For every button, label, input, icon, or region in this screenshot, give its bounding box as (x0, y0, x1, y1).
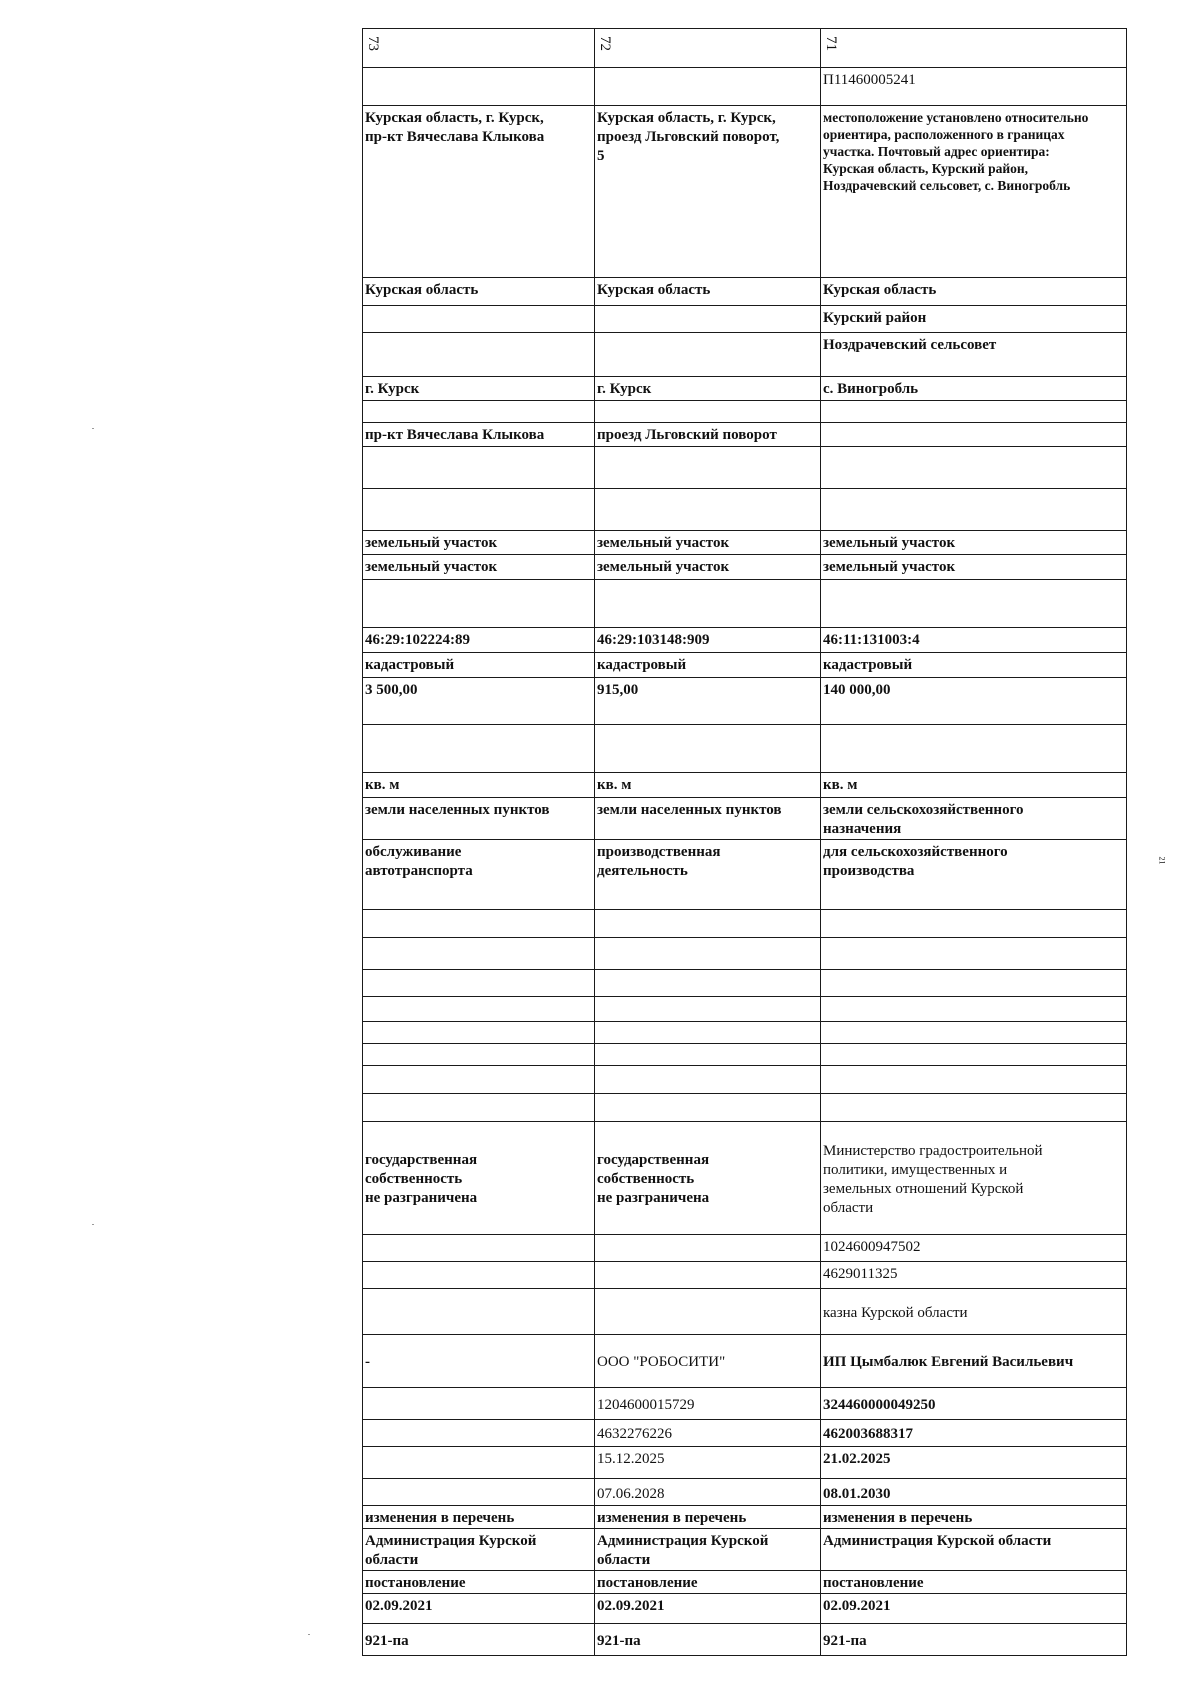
table-cell: 462003688317 (821, 1420, 1127, 1447)
table-cell: обслуживание автотранспорта (363, 840, 595, 910)
scan-speck (308, 1634, 310, 1635)
table-cell: 02.09.2021 (363, 1594, 595, 1624)
table-cell: кв. м (821, 773, 1127, 798)
table-cell: постановление (595, 1571, 821, 1594)
table-cell (595, 333, 821, 377)
table-row (363, 628, 1127, 653)
table-cell (821, 401, 1127, 423)
table-row (363, 401, 1127, 423)
table-row (363, 1388, 1127, 1420)
table-row (363, 1122, 1127, 1235)
table-cell: Администрация Курской области (595, 1529, 821, 1571)
table-cell (363, 910, 595, 938)
table-cell: кадастровый (821, 653, 1127, 678)
table-row (363, 653, 1127, 678)
table-cell: 1204600015729 (595, 1388, 821, 1420)
table-cell: земельный участок (363, 531, 595, 555)
table-cell (595, 447, 821, 489)
table-cell: постановление (821, 1571, 1127, 1594)
table-cell: Министерство градостроительной политики, имущественных и земельных отношений Курской области (821, 1122, 1127, 1235)
table-row (363, 1506, 1127, 1529)
table-cell: Курская область (363, 278, 595, 306)
table-row (363, 423, 1127, 447)
table-cell: земли населенных пунктов (595, 798, 821, 840)
table-cell: 46:11:131003:4 (821, 628, 1127, 653)
scan-speck (92, 428, 94, 429)
table-cell (363, 489, 595, 531)
table-cell (363, 1262, 595, 1289)
table-cell: земельный участок (363, 555, 595, 580)
table-cell: постановление (363, 1571, 595, 1594)
table-row (363, 106, 1127, 278)
table-cell (595, 1066, 821, 1094)
table-cell (595, 306, 821, 333)
table-cell: Ноздрачевский сельсовет (821, 333, 1127, 377)
table-cell: 324460000049250 (821, 1388, 1127, 1420)
table-cell (595, 580, 821, 628)
table-row (363, 840, 1127, 910)
table-cell (595, 489, 821, 531)
column-number-row (363, 29, 1127, 68)
table-cell (363, 1447, 595, 1479)
table-cell: земли населенных пунктов (363, 798, 595, 840)
page-number: 21 (1157, 856, 1167, 865)
table-cell: Администрация Курской области (363, 1529, 595, 1571)
table-cell: Курская область (821, 278, 1127, 306)
table-cell (363, 997, 595, 1022)
table-cell (595, 1235, 821, 1262)
table-cell: ИП Цымбалюк Евгений Васильевич (821, 1335, 1127, 1388)
table-cell: для сельскохозяйственного производства (821, 840, 1127, 910)
table-cell (821, 997, 1127, 1022)
table-cell: земельный участок (595, 555, 821, 580)
table-cell (363, 1066, 595, 1094)
table-cell: земельный участок (595, 531, 821, 555)
table-row (363, 938, 1127, 970)
table-cell (595, 997, 821, 1022)
table-cell: 08.01.2030 (821, 1479, 1127, 1506)
scan-speck (92, 1224, 94, 1225)
table-cell (595, 1289, 821, 1335)
table-cell: 1024600947502 (821, 1235, 1127, 1262)
table-cell (595, 401, 821, 423)
table-cell: 921-па (363, 1624, 595, 1656)
table-cell: земельный участок (821, 555, 1127, 580)
table-cell: г. Курск (595, 377, 821, 401)
table-cell (595, 1044, 821, 1066)
table-row (363, 1624, 1127, 1656)
table-cell: пр-кт Вячеслава Клыкова (363, 423, 595, 447)
table-cell: 02.09.2021 (595, 1594, 821, 1624)
table-cell: изменения в перечень (363, 1506, 595, 1529)
table-cell (821, 1066, 1127, 1094)
table-cell (363, 447, 595, 489)
table-row (363, 447, 1127, 489)
table-cell: 46:29:102224:89 (363, 628, 595, 653)
table-row (363, 997, 1127, 1022)
table-row (363, 1262, 1127, 1289)
column-number: 71 (823, 36, 839, 51)
table-cell (363, 970, 595, 997)
table-cell (595, 910, 821, 938)
table-cell: 21.02.2025 (821, 1447, 1127, 1479)
table-cell: г. Курск (363, 377, 595, 401)
table-cell: Администрация Курской области (821, 1529, 1127, 1571)
table-row (363, 278, 1127, 306)
table-cell: 140 000,00 (821, 678, 1127, 725)
table-cell: государственная собственность не разграничена (595, 1122, 821, 1235)
table-cell: кв. м (595, 773, 821, 798)
table-row (363, 555, 1127, 580)
table-row (363, 68, 1127, 106)
table-row (363, 1594, 1127, 1624)
table-cell (363, 1235, 595, 1262)
table-cell: 15.12.2025 (595, 1447, 821, 1479)
table-cell (363, 1094, 595, 1122)
table-cell: проезд Льговский поворот (595, 423, 821, 447)
table-cell: с. Виногробль (821, 377, 1127, 401)
table-cell: кв. м (363, 773, 595, 798)
table-cell (363, 938, 595, 970)
table-row (363, 1420, 1127, 1447)
table-cell: 915,00 (595, 678, 821, 725)
table-cell: 921-па (595, 1624, 821, 1656)
table-cell (821, 970, 1127, 997)
table-cell: местоположение установлено относительно ориентира, расположенного в границах участка. Почтовый адрес ориентира: Курская область, Курский район, Ноздрачевский сельсовет, с. Виногробль (821, 106, 1127, 278)
table-cell: Курская область, г. Курск, проезд Льговский поворот, 5 (595, 106, 821, 278)
table-cell (363, 306, 595, 333)
table-row (363, 1289, 1127, 1335)
table-cell: кадастровый (595, 653, 821, 678)
table-row (363, 580, 1127, 628)
table-cell: Курский район (821, 306, 1127, 333)
table-cell (363, 580, 595, 628)
table-cell (595, 970, 821, 997)
table-row (363, 306, 1127, 333)
table-cell (595, 1262, 821, 1289)
table-cell: Курская область (595, 278, 821, 306)
table-cell (595, 68, 821, 106)
table-row (363, 377, 1127, 401)
table-cell (821, 447, 1127, 489)
table-cell (821, 1094, 1127, 1122)
column-number-cell (363, 29, 595, 68)
column-number-cell (821, 29, 1127, 68)
table-cell (363, 725, 595, 773)
table-row (363, 1571, 1127, 1594)
table-cell (821, 725, 1127, 773)
table-cell (363, 401, 595, 423)
table-cell (363, 1044, 595, 1066)
table-cell: 4632276226 (595, 1420, 821, 1447)
table-cell (363, 68, 595, 106)
table-cell (363, 1289, 595, 1335)
column-number: 72 (597, 36, 613, 51)
table-row (363, 970, 1127, 997)
table-cell: земельный участок (821, 531, 1127, 555)
table-cell (595, 1022, 821, 1044)
table-row (363, 1335, 1127, 1388)
table-cell: земли сельскохозяйственного назначения (821, 798, 1127, 840)
table-cell (363, 1388, 595, 1420)
table-cell: 46:29:103148:909 (595, 628, 821, 653)
table-row (363, 1447, 1127, 1479)
table-cell: 4629011325 (821, 1262, 1127, 1289)
table-cell (595, 1094, 821, 1122)
table-cell (595, 938, 821, 970)
table-cell (363, 333, 595, 377)
table-row (363, 725, 1127, 773)
table-row (363, 1094, 1127, 1122)
table-cell: Курская область, г. Курск, пр-кт Вячеслава Клыкова (363, 106, 595, 278)
table-row (363, 910, 1127, 938)
table-cell (821, 489, 1127, 531)
column-number-cell (595, 29, 821, 68)
table-row (363, 678, 1127, 725)
table-cell: 07.06.2028 (595, 1479, 821, 1506)
table-cell: П11460005241 (821, 68, 1127, 106)
table-cell: 3 500,00 (363, 678, 595, 725)
table-row (363, 773, 1127, 798)
table-cell: 921-па (821, 1624, 1127, 1656)
table-cell: - (363, 1335, 595, 1388)
table-cell (363, 1479, 595, 1506)
table-cell: государственная собственность не разграничена (363, 1122, 595, 1235)
table-row (363, 1022, 1127, 1044)
table-cell: 02.09.2021 (821, 1594, 1127, 1624)
table-row (363, 489, 1127, 531)
table-cell (821, 938, 1127, 970)
table-cell (363, 1420, 595, 1447)
table-cell: производственная деятельность (595, 840, 821, 910)
table-cell (821, 423, 1127, 447)
table-cell (821, 1044, 1127, 1066)
table-row (363, 1066, 1127, 1094)
table-cell: кадастровый (363, 653, 595, 678)
table-row (363, 798, 1127, 840)
table-cell: изменения в перечень (595, 1506, 821, 1529)
table-cell (821, 910, 1127, 938)
table-row (363, 1235, 1127, 1262)
column-number: 73 (365, 36, 381, 51)
table-row (363, 333, 1127, 377)
table-cell: ООО "РОБОСИТИ" (595, 1335, 821, 1388)
table-cell (363, 1022, 595, 1044)
table-row (363, 1479, 1127, 1506)
table-cell (821, 1022, 1127, 1044)
table-cell: изменения в перечень (821, 1506, 1127, 1529)
table-row (363, 1529, 1127, 1571)
table-cell (821, 580, 1127, 628)
table-row (363, 531, 1127, 555)
table-row (363, 1044, 1127, 1066)
registry-table (362, 28, 1127, 1656)
table-cell (595, 725, 821, 773)
table-cell: казна Курской области (821, 1289, 1127, 1335)
